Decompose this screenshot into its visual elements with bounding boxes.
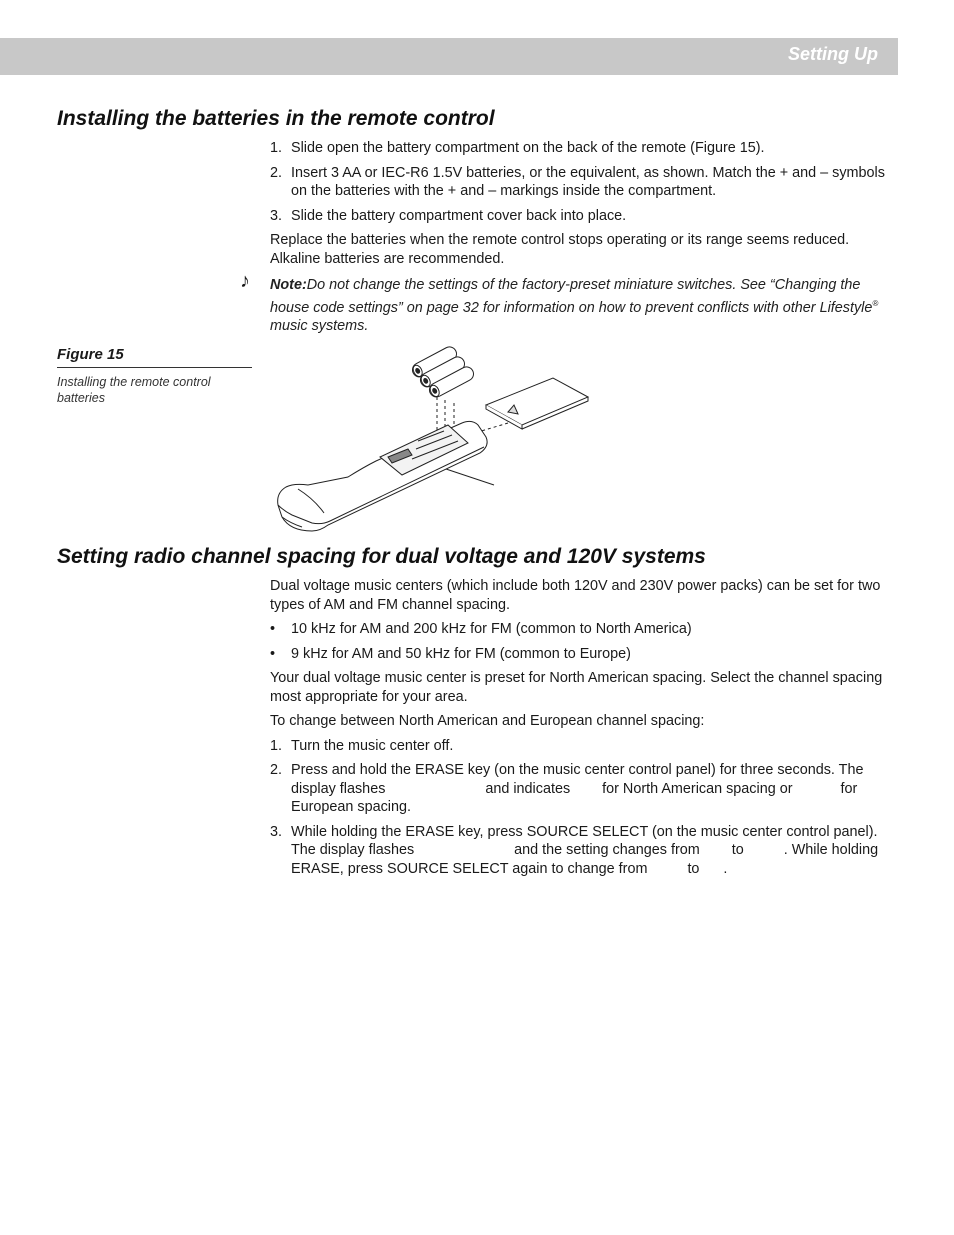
battery-cover-icon xyxy=(486,378,588,429)
aa-batteries-icon xyxy=(410,345,476,399)
remote-battery-illustration xyxy=(268,345,608,540)
header-band xyxy=(0,38,898,75)
note-text: Note:Do not change the settings of the factory-preset miniature switches. See “Changing the house code settings” on page 32 for information on how to prevent conflicts with other Lifestyle® music systems. xyxy=(270,277,879,334)
channel-spacing-section-body xyxy=(270,577,890,884)
change-spacing-paragraph: To change between North American and European channel spacing: xyxy=(270,713,705,729)
section-header-title: Setting Up xyxy=(788,44,878,64)
batteries-section-body xyxy=(270,139,890,274)
list-item: • 9 kHz for AM and 50 kHz for FM (common to Europe) xyxy=(270,645,631,662)
list-item: • 10 kHz for AM and 200 kHz for FM (common to North America) xyxy=(270,621,692,637)
preset-paragraph: Your dual voltage music center is preset for North American spacing. Select the channel spacing most appropriate for your area. xyxy=(270,670,883,705)
list-item: 2. Press and hold the ERASE key (on the music center control panel) for three seconds. The display flashes and indicates for North American spacing or for European spacing. xyxy=(270,762,868,815)
figure-caption: Installing the remote control batteries xyxy=(57,375,211,405)
channel-spacing-section-title: Setting radio channel spacing for dual voltage and 120V systems xyxy=(57,545,706,568)
battery-steps-list xyxy=(270,139,890,225)
spacing-steps-list xyxy=(270,737,890,879)
list-item: 3. Slide the battery compartment cover back into place. xyxy=(270,207,627,224)
figure-label: Figure 15 xyxy=(57,346,252,368)
battery-replacement-paragraph: Replace the batteries when the remote control stops operating or its range seems reduced. Alkaline batteries are recommended. xyxy=(270,232,850,267)
spacing-options-list xyxy=(270,620,890,663)
list-item: 2. Insert 3 AA or IEC-R6 1.5V batteries, or the equivalent, as shown. Match the + and – symbols on the batteries with the + and – markings inside the compartment. xyxy=(270,164,885,199)
batteries-section-title: Installing the batteries in the remote control xyxy=(57,107,495,130)
registered-mark: ® xyxy=(872,298,879,308)
list-item: 3. While holding the ERASE key, press SOURCE SELECT (on the music center control panel). The display flashes and the setting changes from to . While holding ERASE, press SOURCE SELECT again to change from to . xyxy=(270,823,883,877)
list-item: 1. Turn the music center off. xyxy=(270,737,454,754)
list-item: 1. Slide open the battery compartment on the back of the remote (Figure 15). xyxy=(270,140,765,156)
music-note-icon: ♪ xyxy=(240,270,250,292)
channel-spacing-intro: Dual voltage music centers (which include both 120V and 230V power packs) can be set for two types of AM and FM channel spacing. xyxy=(270,578,881,613)
note-label: Note: xyxy=(270,277,307,293)
remote-control-icon xyxy=(278,421,494,531)
